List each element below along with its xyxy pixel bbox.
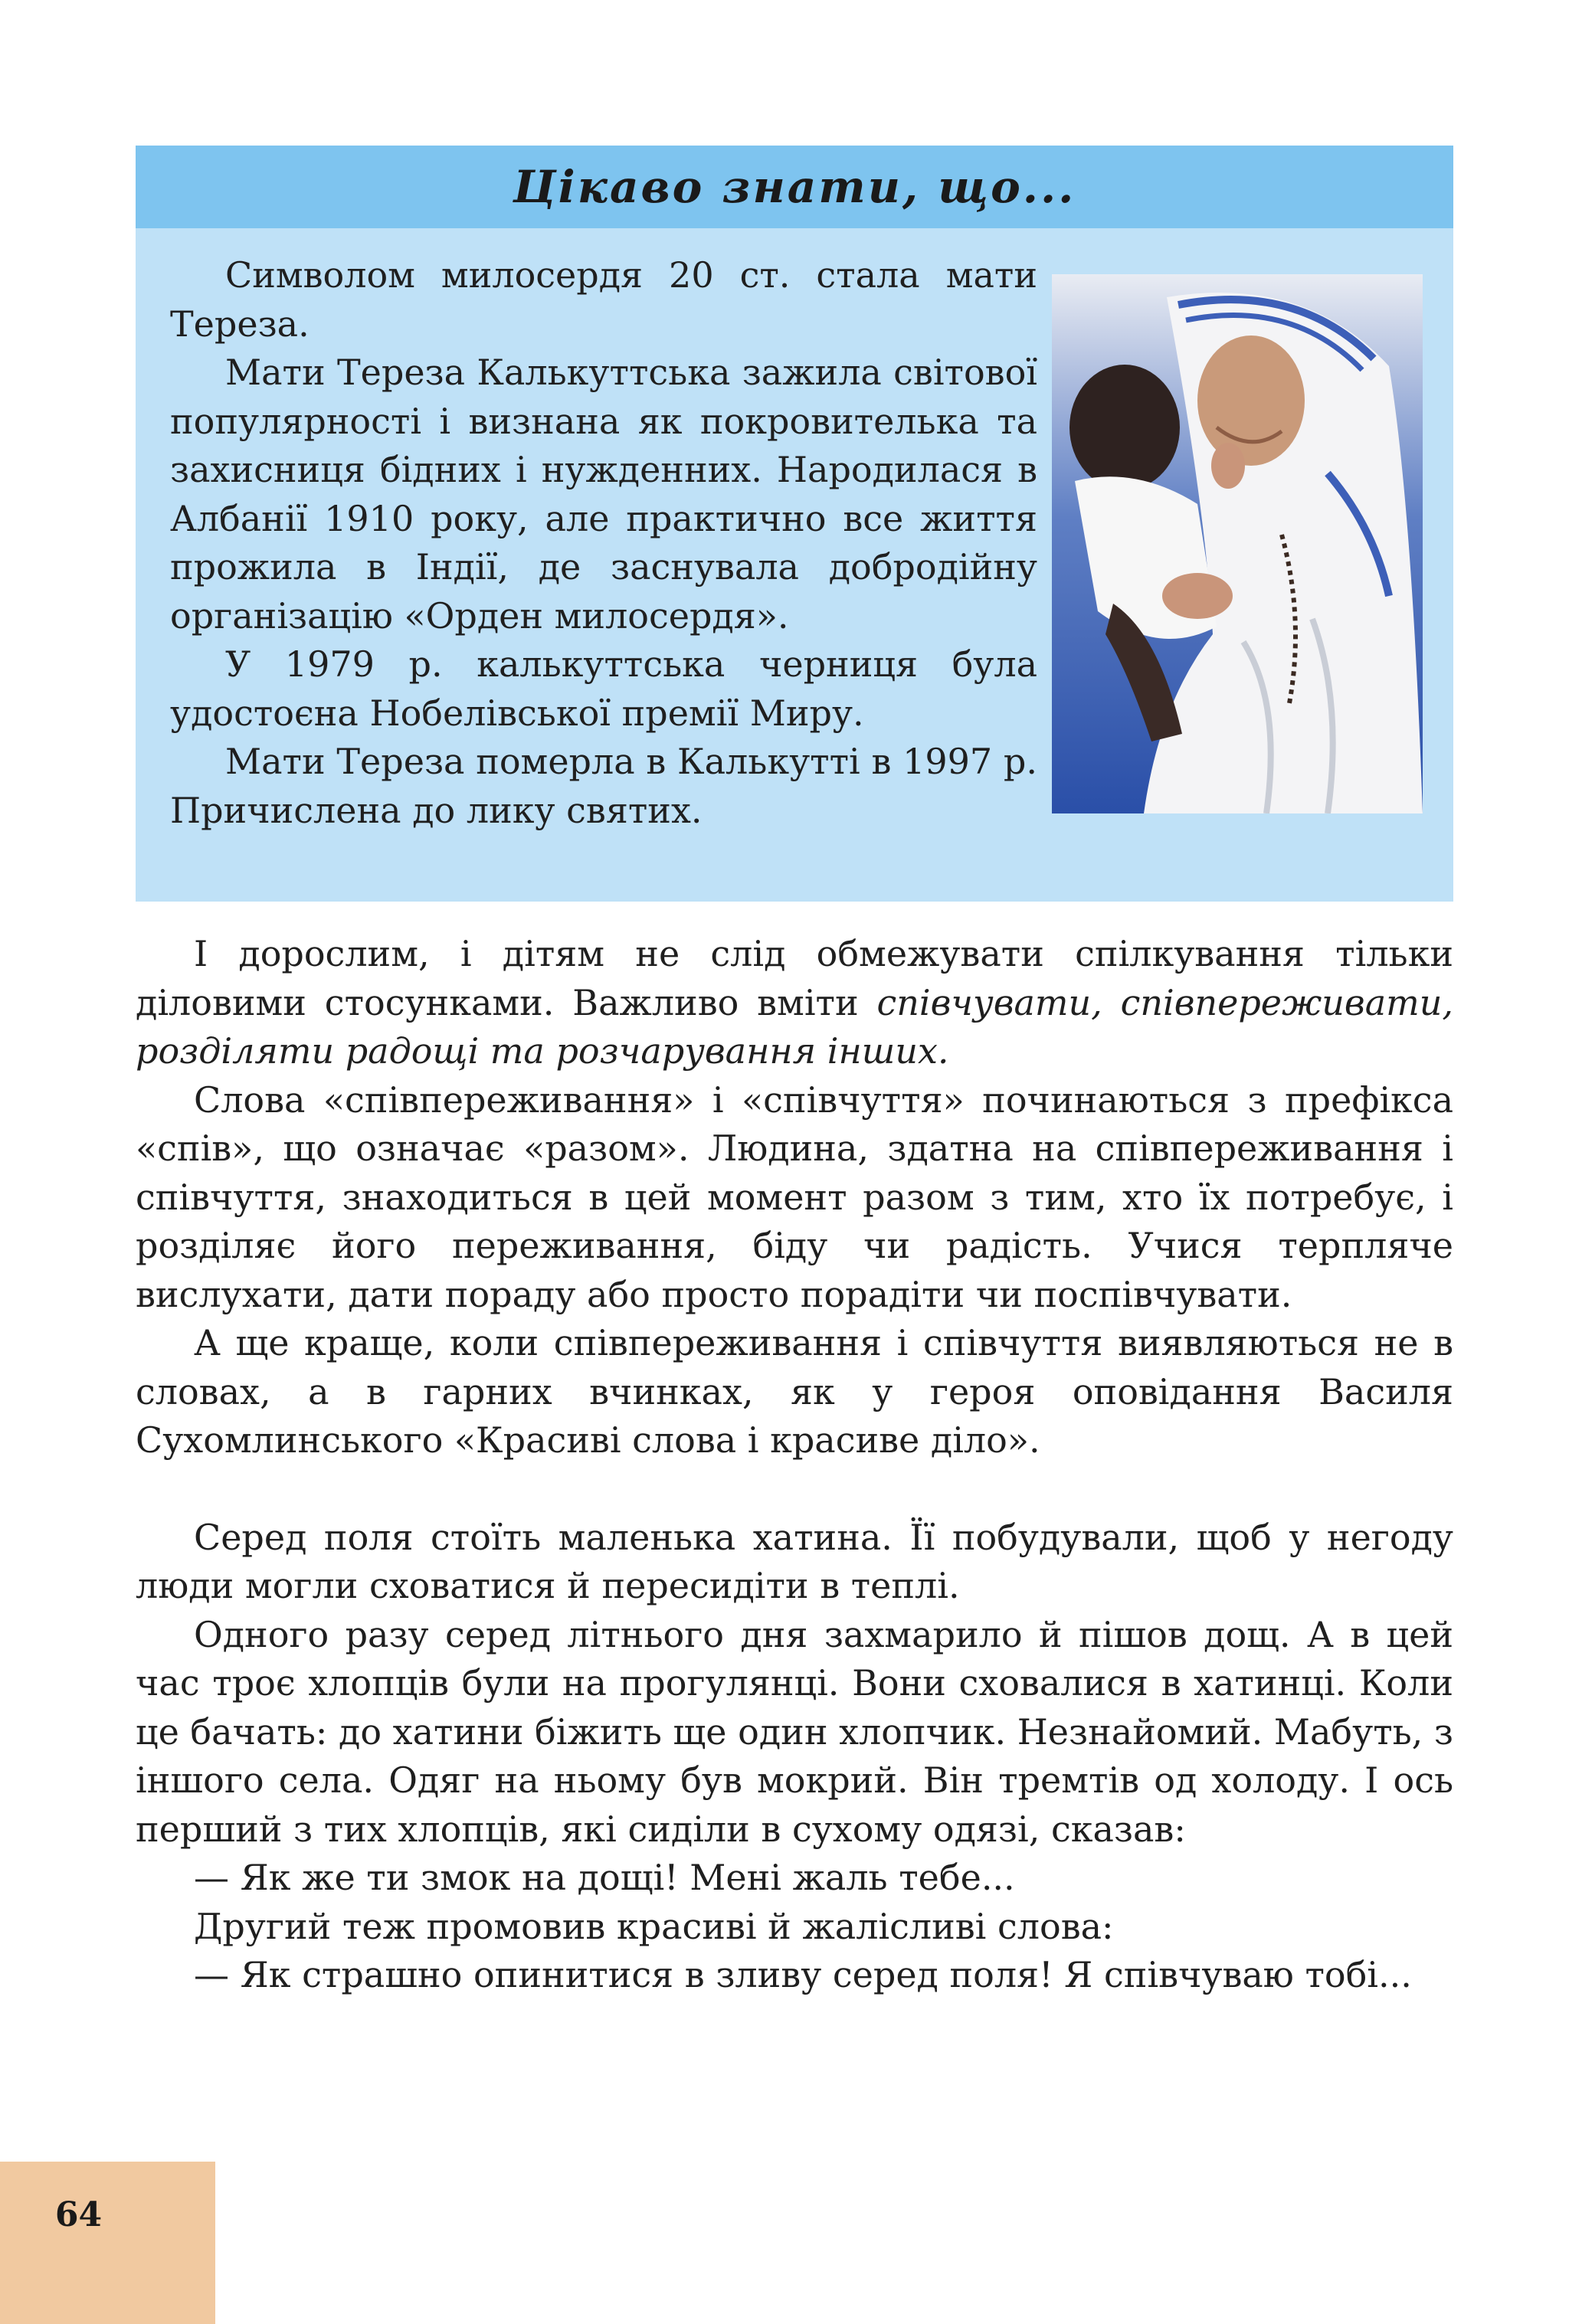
story-paragraph: — Як страшно опинитися в зливу серед поля! Я співчуваю тобі... — [194, 1954, 1412, 1995]
info-box-title: Цікаво знати, що... — [136, 146, 1453, 228]
story-paragraph: Другий теж промовив красиві й жалісливі слова: — [194, 1905, 1114, 1947]
story-paragraph: — Як же ти змок на дощі! Мені жаль тебе... — [194, 1857, 1015, 1898]
page-number: 64 — [54, 2195, 103, 2234]
info-box — [136, 146, 1453, 902]
info-paragraph: Мати Тереза померла в Калькутті в 1997 р. Причислена до лику святих. — [170, 741, 1037, 831]
info-paragraph: Мати Тереза Калькуттська зажила світової популярності і визнана як покровителька та захисниця бідних і нужденних. Народилася в Албанії 1910 року, але практично все життя прожила в Індії, де заснувала добродійну організацію «Орден милосердя». — [170, 352, 1037, 637]
page-corner-tab — [0, 2162, 215, 2324]
body-paragraph: Слова «співпереживання» і «співчуття» починаються з префікса «спів», що означає «разом». Людина, здатна на співпереживання і співчуття, знаходиться в цей момент разом з тим, хто їх потребує, і розділяє його переживання, біду чи радість. Учися терпляче вислухати, дати пораду або просто порадіти чи поспівчувати. — [136, 1079, 1453, 1315]
body-paragraph-start: І дорослим, і дітям не слід обмежувати спілкування тільки діловими стосунками. Важливо вміти — [136, 933, 1453, 1023]
mother-teresa-photo — [1052, 274, 1423, 813]
body-paragraph-italic: співчувати, співпереживати, розділяти радощі та розчарування інших. — [136, 981, 1453, 1072]
story-paragraph: Серед поля стоїть маленька хатина. Її побудували, щоб у негоду люди могли сховатися й пересидіти в теплі. — [136, 1516, 1453, 1606]
main-text — [136, 930, 1453, 2000]
story-paragraph: Одного разу серед літнього дня захмарило й пішов дощ. А в цей час троє хлопців були на прогулянці. Вони сховалися в хатинці. Коли це бачать: до хатини біжить ще один хлопчик. Незнайомий. Мабуть, з іншого села. Одяг на ньому був мокрий. Він тремтів од холоду. І ось перший з тих хлопців, які сиділи в сухому одязі, сказав: — [136, 1613, 1454, 1850]
body-paragraph: А ще краще, коли співпереживання і співчуття виявляються не в словах, а в гарних вчинках, як у героя оповідання Василя Сухомлинського «Красиві слова і красиве діло». — [136, 1322, 1453, 1461]
info-box-text — [170, 251, 1037, 835]
info-paragraph: Символом милосердя 20 ст. стала мати Тереза. — [170, 254, 1037, 345]
body-paragraph — [136, 930, 1453, 1076]
info-paragraph: У 1979 р. калькуттська черниця була удостоєна Нобелівської премії Миру. — [170, 643, 1037, 734]
